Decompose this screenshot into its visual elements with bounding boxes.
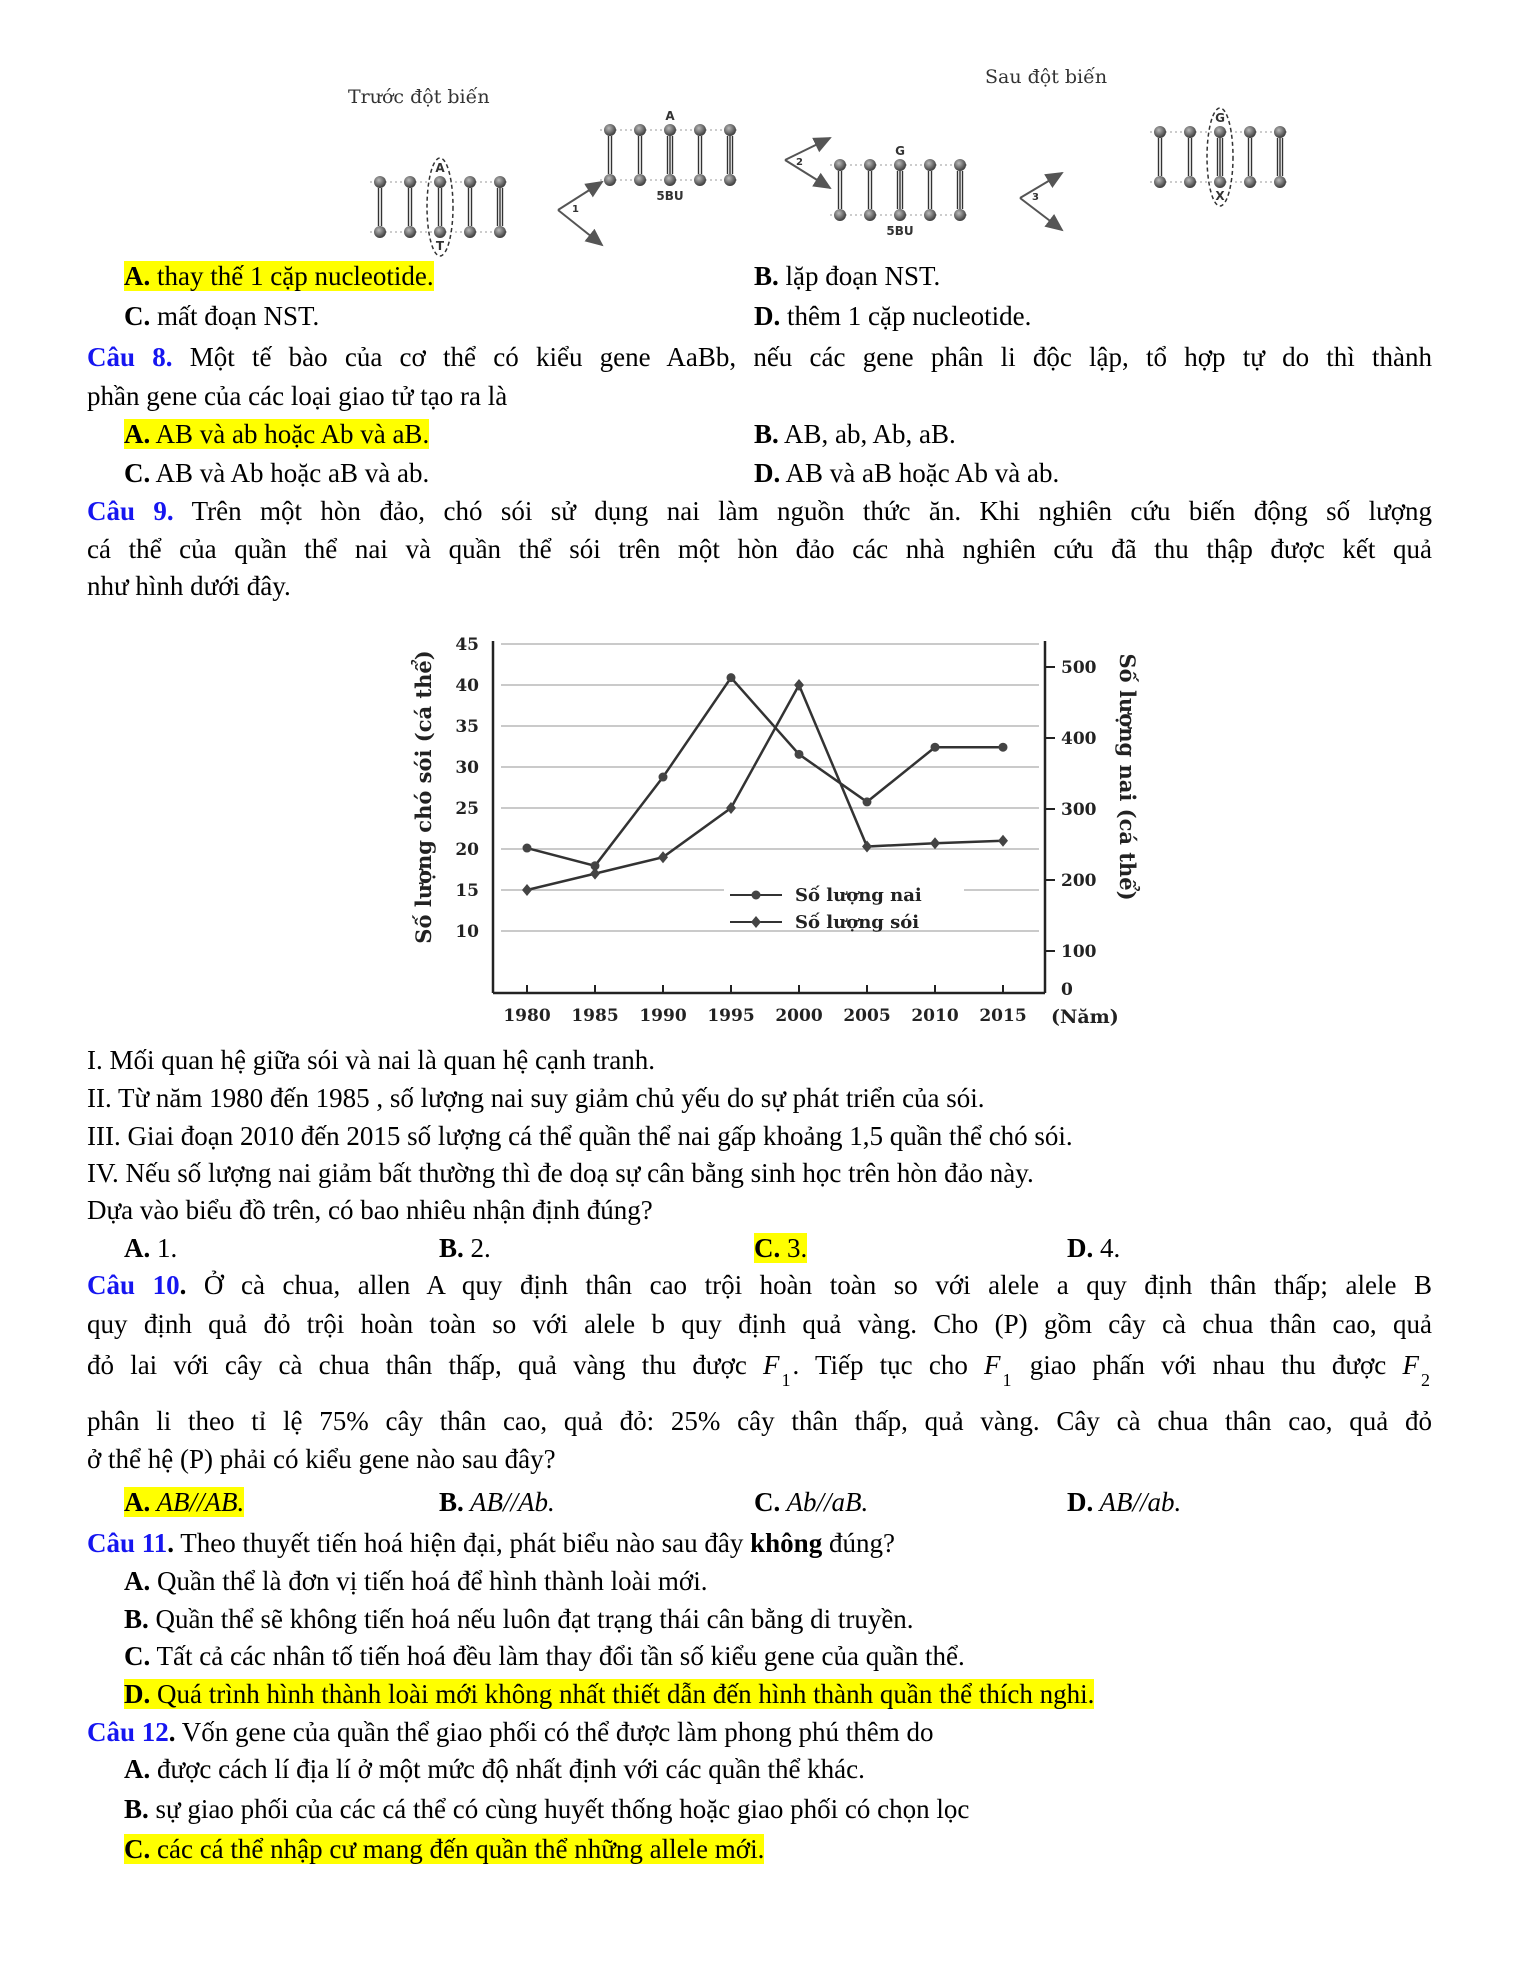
nucleotide-icon xyxy=(954,209,966,221)
option-letter: D. xyxy=(754,458,781,488)
x-tick-label: 2005 xyxy=(843,1006,891,1026)
step-label: 3 xyxy=(1032,192,1039,203)
x-tick-label: 1990 xyxy=(639,1006,687,1026)
deer-data-point xyxy=(523,844,532,853)
wolf-data-point xyxy=(590,868,600,880)
q9-stem-line1 xyxy=(87,494,1432,528)
q10-stem-line5: ở thể hệ (P) phải có kiểu gene nào sau đây? xyxy=(87,1444,556,1474)
question-label: Câu 12 xyxy=(87,1717,169,1747)
option-letter: D. xyxy=(754,301,781,331)
option-letter: C. xyxy=(124,1641,151,1671)
question-dot: . xyxy=(167,1528,175,1558)
nucleotide-icon xyxy=(434,176,446,188)
option-text: Quá trình hình thành loài mới không nhất thiết dẫn đến hình thành quần thể thích nghi. xyxy=(150,1679,1095,1709)
question-dot: . xyxy=(179,1270,187,1300)
q10-stem-line1 xyxy=(87,1268,1432,1302)
nucleotide-icon xyxy=(604,124,616,136)
option-letter: B. xyxy=(439,1487,464,1517)
option-text: 3. xyxy=(780,1233,808,1263)
deer-data-point xyxy=(795,750,804,759)
option-text: AB và Ab hoặc aB và ab. xyxy=(150,458,430,488)
nucleotide-icon xyxy=(834,159,846,171)
nucleotide-icon xyxy=(1274,126,1286,138)
nucleotide-icon xyxy=(1184,176,1196,188)
option-letter: C. xyxy=(754,1487,781,1517)
y-left-tick-label: 40 xyxy=(455,676,479,696)
x-tick-label: 1995 xyxy=(707,1006,755,1026)
nucleotide-icon xyxy=(894,159,906,171)
nucleotide-icon xyxy=(434,226,446,238)
question-label: Câu 9. xyxy=(87,496,174,526)
step-label: 1 xyxy=(572,204,579,215)
nucleotide-icon xyxy=(404,226,416,238)
option-letter: B. xyxy=(754,419,779,449)
q12-option-c[interactable] xyxy=(124,1832,764,1866)
nucleotide-icon xyxy=(1244,176,1256,188)
nucleotide-icon xyxy=(1244,126,1256,138)
q10-text: giao phấn với nhau thu được xyxy=(1013,1350,1403,1380)
option-text: các cá thể nhập cư mang đến quần thể những allele mới. xyxy=(150,1834,765,1864)
option-letter: C. xyxy=(124,301,151,331)
option-text: AB//AB. xyxy=(150,1487,245,1517)
nucleotide-icon xyxy=(694,124,706,136)
wolf-data-point xyxy=(658,851,668,863)
option-letter: A. xyxy=(124,261,151,291)
nucleotide-icon xyxy=(634,174,646,186)
q10-option-c[interactable] xyxy=(754,1485,868,1519)
option-text: Quần thể sẽ không tiến hoá nếu luôn đạt trạng thái cân bằng di truyền. xyxy=(148,1604,914,1634)
y-left-tick-label: 10 xyxy=(455,922,479,942)
option-letter: C. xyxy=(124,458,151,488)
option-text: AB//Ab. xyxy=(463,1487,555,1517)
q11-option-d[interactable] xyxy=(124,1677,1094,1711)
legend-label: Số lượng nai xyxy=(795,885,922,906)
dna-segment xyxy=(370,158,510,256)
q11-stem xyxy=(87,1526,895,1560)
q11-option-c[interactable] xyxy=(124,1639,965,1673)
option-text: Tất cả các nhân tố tiến hoá đều làm thay đổi tần số kiểu gene của quần thể. xyxy=(150,1641,965,1671)
nucleotide-icon xyxy=(924,159,936,171)
option-text: Ab//aB. xyxy=(780,1487,869,1517)
nucleotide-icon xyxy=(464,176,476,188)
q8-stem-line2: phần gene của các loại giao tử tạo ra là xyxy=(87,381,508,411)
x-tick-label: 1980 xyxy=(503,1006,551,1026)
nucleotide-icon xyxy=(924,209,936,221)
y-left-tick-label: 20 xyxy=(455,840,479,860)
dna-segment xyxy=(830,144,970,238)
q8-option-d[interactable] xyxy=(754,456,1059,490)
y-right-tick-label: 0 xyxy=(1061,980,1073,1000)
question-label: Câu 11 xyxy=(87,1528,168,1558)
f-symbol: F xyxy=(1402,1350,1419,1380)
option-text: thay thế 1 cặp nucleotide. xyxy=(150,261,434,291)
series-line-deer xyxy=(527,678,1003,866)
q8-option-c[interactable] xyxy=(124,456,429,490)
nucleotide-icon xyxy=(664,174,676,186)
q7-option-a[interactable] xyxy=(124,259,434,293)
q11-text: đúng? xyxy=(822,1528,895,1558)
q9-text: Trên một hòn đảo, chó sói sử dụng nai làm nguồn thức ăn. Khi nghiên cứu biến động số lượng xyxy=(173,496,1432,526)
nucleotide-icon xyxy=(494,176,506,188)
question-label: Câu 10 xyxy=(87,1270,180,1300)
q9-option-a[interactable] xyxy=(124,1231,177,1265)
nucleotide-icon xyxy=(494,226,506,238)
nucleotide-icon xyxy=(834,209,846,221)
nucleotide-icon xyxy=(1154,126,1166,138)
nucleotide-icon xyxy=(724,174,736,186)
nucleotide-icon xyxy=(954,159,966,171)
subscript: 2 xyxy=(1420,1370,1430,1390)
legend-marker-circle-icon xyxy=(752,891,761,900)
nucleotide-icon xyxy=(1154,176,1166,188)
y-left-tick-label: 35 xyxy=(455,717,479,737)
q10-option-a[interactable] xyxy=(124,1485,244,1519)
q11-emphasis: không xyxy=(750,1528,823,1558)
y-right-tick-label: 400 xyxy=(1061,729,1097,749)
statement-1: I. Mối quan hệ giữa sói và nai là quan hệ cạnh tranh. xyxy=(87,1045,655,1075)
arrow-icon xyxy=(1020,173,1062,230)
question-dot: . xyxy=(168,1717,176,1747)
x-axis-label: (Năm) xyxy=(1051,1006,1119,1028)
option-text: sự giao phối của các cá thể có cùng huyết thống hoặc giao phối có chọn lọc xyxy=(148,1794,970,1824)
q9-stem-line2: cá thể của quần thể nai và quần thể sói trên một hòn đảo các nhà nghiên cứu đã thu thập được kết quả xyxy=(87,534,1432,564)
option-letter: B. xyxy=(754,261,779,291)
nucleotide-icon xyxy=(864,209,876,221)
nucleotide-icon xyxy=(374,176,386,188)
base-label: T xyxy=(435,239,445,253)
option-text: lặp đoạn NST. xyxy=(778,261,941,291)
option-letter: B. xyxy=(439,1233,464,1263)
statement-2: II. Từ năm 1980 đến 1985 , số lượng nai suy giảm chủ yếu do sự phát triển của sói. xyxy=(87,1083,985,1113)
deer-data-point xyxy=(659,773,668,782)
q11-option-a[interactable] xyxy=(124,1564,707,1598)
q12-option-b[interactable] xyxy=(124,1792,969,1826)
x-tick-label: 1985 xyxy=(571,1006,619,1026)
nucleotide-icon xyxy=(894,209,906,221)
x-tick-label: 2000 xyxy=(775,1006,823,1026)
q10-text: . Tiếp tục cho xyxy=(792,1350,985,1380)
nucleotide-icon xyxy=(694,174,706,186)
arrow-icon xyxy=(558,182,602,245)
base-label: G xyxy=(1215,111,1225,125)
q10-text: đỏ lai với cây cà chua thân thấp, quả vàng thu được xyxy=(87,1350,764,1380)
nucleotide-icon xyxy=(1274,176,1286,188)
f-symbol: F xyxy=(763,1350,780,1380)
step-label: 2 xyxy=(796,157,803,168)
question-label: Câu 8. xyxy=(87,342,173,372)
base-label: 5BU xyxy=(886,224,914,238)
base-label: X xyxy=(1215,189,1225,203)
option-text: 1. xyxy=(150,1233,178,1263)
q9-option-b[interactable] xyxy=(439,1231,491,1265)
option-text: thêm 1 cặp nucleotide. xyxy=(780,301,1032,331)
option-letter: A. xyxy=(124,1233,151,1263)
arrow-icon xyxy=(785,138,830,188)
q10-stem-line4: phân li theo tỉ lệ 75% cây thân cao, quả đỏ: 25% cây thân thấp, quả vàng. Cây cà chua thân cao, quả đỏ xyxy=(87,1406,1432,1436)
wolf-data-point xyxy=(998,835,1008,847)
q7-option-d[interactable] xyxy=(754,299,1031,333)
f-symbol: F xyxy=(984,1350,1001,1380)
option-text: AB và ab hoặc Ab và aB. xyxy=(150,419,430,449)
option-text: AB//ab. xyxy=(1093,1487,1182,1517)
option-letter: D. xyxy=(124,1679,151,1709)
nucleotide-icon xyxy=(404,176,416,188)
population-chart xyxy=(380,615,1140,1035)
nucleotide-icon xyxy=(604,174,616,186)
q10-option-d[interactable] xyxy=(1067,1485,1181,1519)
y-right-axis-label: Số lượng nai (cá thể) xyxy=(1115,653,1140,901)
statement-4: IV. Nếu số lượng nai giảm bất thường thì đe doạ sự cân bằng sinh học trên hòn đảo này. xyxy=(87,1158,1034,1188)
base-label: G xyxy=(895,144,905,158)
y-left-axis-label: Số lượng chó sói (cá thể) xyxy=(411,650,436,944)
q11-option-b[interactable] xyxy=(124,1602,914,1636)
q9-option-d[interactable] xyxy=(1067,1231,1120,1265)
nucleotide-icon xyxy=(374,226,386,238)
deer-data-point xyxy=(999,743,1008,752)
y-left-tick-label: 25 xyxy=(455,799,479,819)
option-text: AB, ab, Ab, aB. xyxy=(778,419,956,449)
option-text: mất đoạn NST. xyxy=(150,301,320,331)
subscript: 1 xyxy=(1002,1370,1012,1390)
wolf-data-point xyxy=(522,884,532,896)
y-right-tick-label: 200 xyxy=(1061,871,1097,891)
deer-data-point xyxy=(863,797,872,806)
q10-text: Ở cà chua, allen A quy định thân cao trội hoàn toàn so với alele a quy định thân thấp; alele B xyxy=(186,1270,1433,1300)
after-mutation-label: Sau đột biến xyxy=(985,66,1108,88)
option-letter: A. xyxy=(124,419,151,449)
nucleotide-icon xyxy=(1214,176,1226,188)
dna-mutation-diagram xyxy=(340,109,1225,253)
q9-option-c[interactable] xyxy=(754,1231,807,1265)
q7-option-c[interactable] xyxy=(124,299,319,333)
q9-stem-line3: như hình dưới đây. xyxy=(87,571,291,601)
wolf-data-point xyxy=(862,841,872,853)
q10-stem-line3 xyxy=(87,1348,1432,1390)
nucleotide-icon xyxy=(864,159,876,171)
option-letter: B. xyxy=(124,1604,149,1634)
statement-3: III. Giai đoạn 2010 đến 2015 số lượng cá thể quần thể nai gấp khoảng 1,5 quần thể chó sói. xyxy=(87,1121,1073,1151)
nucleotide-icon xyxy=(664,124,676,136)
wolf-data-point xyxy=(930,837,940,849)
option-letter: C. xyxy=(754,1233,781,1263)
y-left-tick-label: 45 xyxy=(455,635,479,655)
y-left-tick-label: 30 xyxy=(455,758,479,778)
subscript: 1 xyxy=(781,1370,791,1390)
option-letter: D. xyxy=(1067,1233,1094,1263)
q12-stem xyxy=(87,1715,934,1749)
nucleotide-icon xyxy=(1184,126,1196,138)
option-letter: A. xyxy=(124,1566,151,1596)
x-tick-label: 2010 xyxy=(911,1006,959,1026)
option-text: Quần thể là đơn vị tiến hoá để hình thành loài mới. xyxy=(150,1566,708,1596)
option-letter: A. xyxy=(124,1487,151,1517)
deer-data-point xyxy=(931,743,940,752)
q8-text: Một tế bào của cơ thể có kiểu gene AaBb, nếu các gene phân li độc lập, tổ hợp tự do thì thành xyxy=(172,342,1432,372)
q10-option-b[interactable] xyxy=(439,1485,555,1519)
y-right-tick-label: 100 xyxy=(1061,942,1097,962)
option-text: 2. xyxy=(463,1233,491,1263)
q10-stem-line2: quy định quả đỏ trội hoàn toàn so với alele b quy định quả vàng. Cho (P) gồm cây cà chua thân cao, quả xyxy=(87,1309,1432,1339)
base-label: A xyxy=(665,109,675,123)
dna-segment xyxy=(600,109,740,203)
q8-option-b[interactable] xyxy=(754,417,956,451)
legend-label: Số lượng sói xyxy=(795,912,920,933)
option-text: 4. xyxy=(1093,1233,1121,1263)
option-letter: B. xyxy=(124,1794,149,1824)
q12-option-a[interactable] xyxy=(124,1752,865,1786)
q8-option-a[interactable] xyxy=(124,417,429,451)
nucleotide-icon xyxy=(634,124,646,136)
base-label: 5BU xyxy=(656,189,684,203)
nucleotide-icon xyxy=(464,226,476,238)
q7-option-b[interactable] xyxy=(754,259,940,293)
y-left-tick-label: 15 xyxy=(455,881,479,901)
q12-text: Vốn gene của quần thể giao phối có thể được làm phong phú thêm do xyxy=(175,1717,934,1747)
y-right-tick-label: 500 xyxy=(1061,658,1097,678)
q11-text: Theo thuyết tiến hoá hiện đại, phát biểu nào sau đây xyxy=(174,1528,751,1558)
base-label: A xyxy=(435,161,445,175)
option-letter: D. xyxy=(1067,1487,1094,1517)
deer-data-point xyxy=(727,673,736,682)
x-tick-label: 2015 xyxy=(979,1006,1027,1026)
q9-prompt: Dựa vào biểu đồ trên, có bao nhiêu nhận định đúng? xyxy=(87,1195,653,1225)
option-letter: A. xyxy=(124,1754,151,1784)
dna-segment xyxy=(1150,108,1290,206)
before-mutation-label: Trước đột biến xyxy=(348,86,490,108)
nucleotide-icon xyxy=(724,124,736,136)
nucleotide-icon xyxy=(1214,126,1226,138)
option-text: được cách lí địa lí ở một mức độ nhất định với các quần thể khác. xyxy=(150,1754,865,1784)
option-letter: C. xyxy=(124,1834,151,1864)
option-text: AB và aB hoặc Ab và ab. xyxy=(780,458,1060,488)
y-right-tick-label: 300 xyxy=(1061,800,1097,820)
q8-stem-line1 xyxy=(87,340,1432,374)
